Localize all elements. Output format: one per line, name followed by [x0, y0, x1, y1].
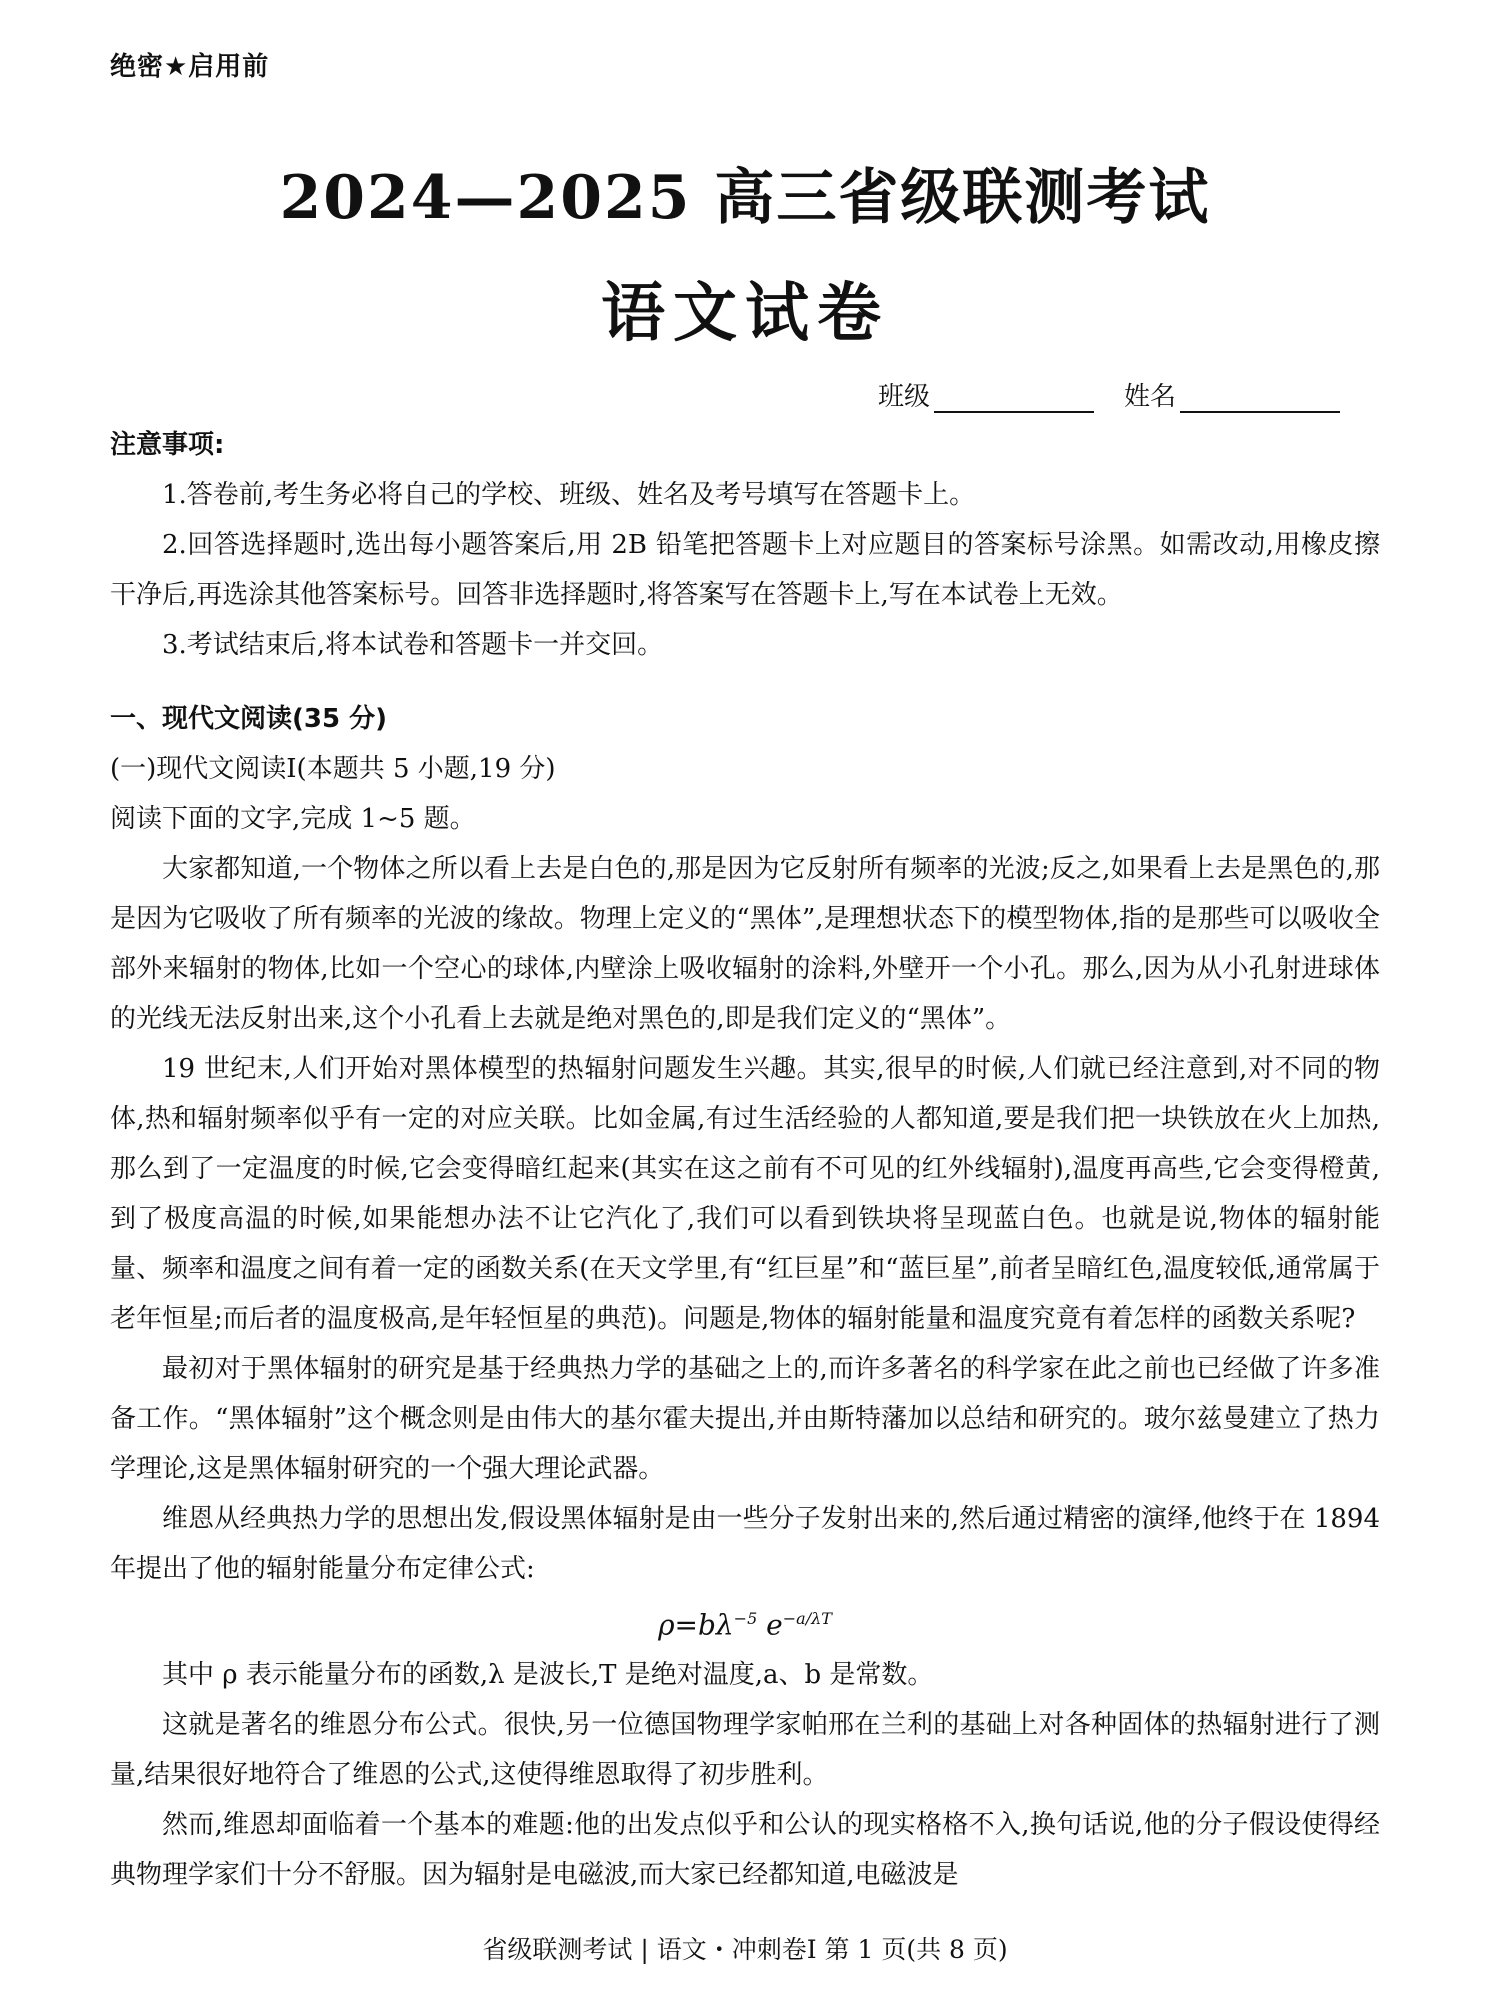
name-fields — [878, 376, 1340, 413]
name-label: 姓名 — [1123, 382, 1176, 412]
exam-title: 2024—2025 高三省级联测考试 — [279, 163, 1211, 233]
notes-heading: 注意事项: — [110, 430, 225, 460]
passage-paragraph: 维恩从经典热力学的思想出发,假设黑体辐射是由一些分子发射出来的,然后通过精密的演绎,他终于在 1894 年提出了他的辐射能量分布定律公式: — [110, 1504, 1380, 1584]
class-field — [878, 376, 1094, 413]
section-instruction: 阅读下面的文字,完成 1~5 题。 — [110, 804, 476, 834]
name-field — [1124, 376, 1340, 413]
name-blank — [1180, 385, 1340, 413]
passage-paragraph: 这就是著名的维恩分布公式。很快,另一位德国物理学家帕邢在兰利的基础上对各种固体的热辐射进行了测量,结果很好地符合了维恩的公式,这使得维恩取得了初步胜利。 — [110, 1710, 1380, 1791]
formula-exponent-2: −a/λT — [782, 1609, 832, 1628]
formula-base: ρ=bλ — [658, 1608, 734, 1642]
secret-mark: 绝密★启用前 — [110, 52, 270, 82]
passage-paragraph: 19 世纪末,人们开始对黑体模型的热辐射问题发生兴趣。其实,很早的时候,人们就已经注意到,对不同的物体,热和辐射频率似乎有一定的对应关联。比如金属,有过生活经验的人都知道,要是我们把一块铁放在火上加热,那么到了一定温度的时候,它会变得暗红起来(其实在这之前有不可见的红外线辐射),温度再高些,它会变得橙黄,到了极度高温的时候,如果能想办法不让它汽化了,我们可以看到铁块将呈现蓝白色。也就是说,物体的辐射能量、频率和温度之间有着一定的函数关系(在天文学里,有“红巨星”和“蓝巨星”,前者呈暗红色,温度较低,通常属于老年恒星;而后者的温度极高,是年轻恒星的典范)。问题是,物体的辐射能量和温度究竟有着怎样的函数关系呢? — [110, 1054, 1380, 1334]
formula-e: e — [766, 1608, 783, 1642]
class-blank — [934, 385, 1094, 413]
note-item: 2.回答选择题时,选出每小题答案后,用 2B 铅笔把答题卡上对应题目的答案标号涂黑。如需改动,用橡皮擦干净后,再选涂其他答案标号。回答非选择题时,将答案写在答题卡上,写在本试卷上无效。 — [110, 530, 1380, 610]
page-footer: 省级联测考试 | 语文・冲刺卷Ⅰ 第 1 页(共 8 页) — [482, 1935, 1008, 1964]
passage-paragraph: 然而,维恩却面临着一个基本的难题:他的出发点似乎和公认的现实格格不入,换句话说,他的分子假设使得经典物理学家们十分不舒服。因为辐射是电磁波,而大家已经都知道,电磁波是 — [110, 1810, 1380, 1891]
passage-paragraph: 大家都知道,一个物体之所以看上去是白色的,那是因为它反射所有频率的光波;反之,如果看上去是黑色的,那是因为它吸收了所有频率的光波的缘故。物理上定义的“黑体”,是理想状态下的模型物体,指的是那些可以吸收全部外来辐射的物体,比如一个空心的球体,内壁涂上吸收辐射的涂料,外壁开一个小孔。那么,因为从小孔射进球体的光线无法反射出来,这个小孔看上去就是绝对黑色的,即是我们定义的“黑体”。 — [110, 854, 1380, 1034]
section-heading: 一、现代文阅读(35 分) — [110, 704, 387, 734]
wien-formula — [110, 1594, 1380, 1650]
note-item: 1.答卷前,考生务必将自己的学校、班级、姓名及考号填写在答题卡上。 — [162, 480, 976, 510]
exam-content — [110, 420, 1380, 1900]
class-label: 班级 — [877, 382, 930, 412]
section-sub-heading: (一)现代文阅读Ⅰ(本题共 5 小题,19 分) — [110, 754, 556, 784]
passage-paragraph: 其中 ρ 表示能量分布的函数,λ 是波长,T 是绝对温度,a、b 是常数。 — [162, 1660, 934, 1691]
formula-exponent-1: −5 — [733, 1609, 758, 1628]
exam-subtitle: 语文试卷 — [601, 276, 889, 351]
passage-paragraph: 最初对于黑体辐射的研究是基于经典热力学的基础之上的,而许多著名的科学家在此之前也已经做了许多准备工作。“黑体辐射”这个概念则是由伟大的基尔霍夫提出,并由斯特藩加以总结和研究的。玻尔兹曼建立了热力学理论,这是黑体辐射研究的一个强大理论武器。 — [110, 1354, 1380, 1484]
note-item: 3.考试结束后,将本试卷和答题卡一并交回。 — [162, 630, 664, 660]
